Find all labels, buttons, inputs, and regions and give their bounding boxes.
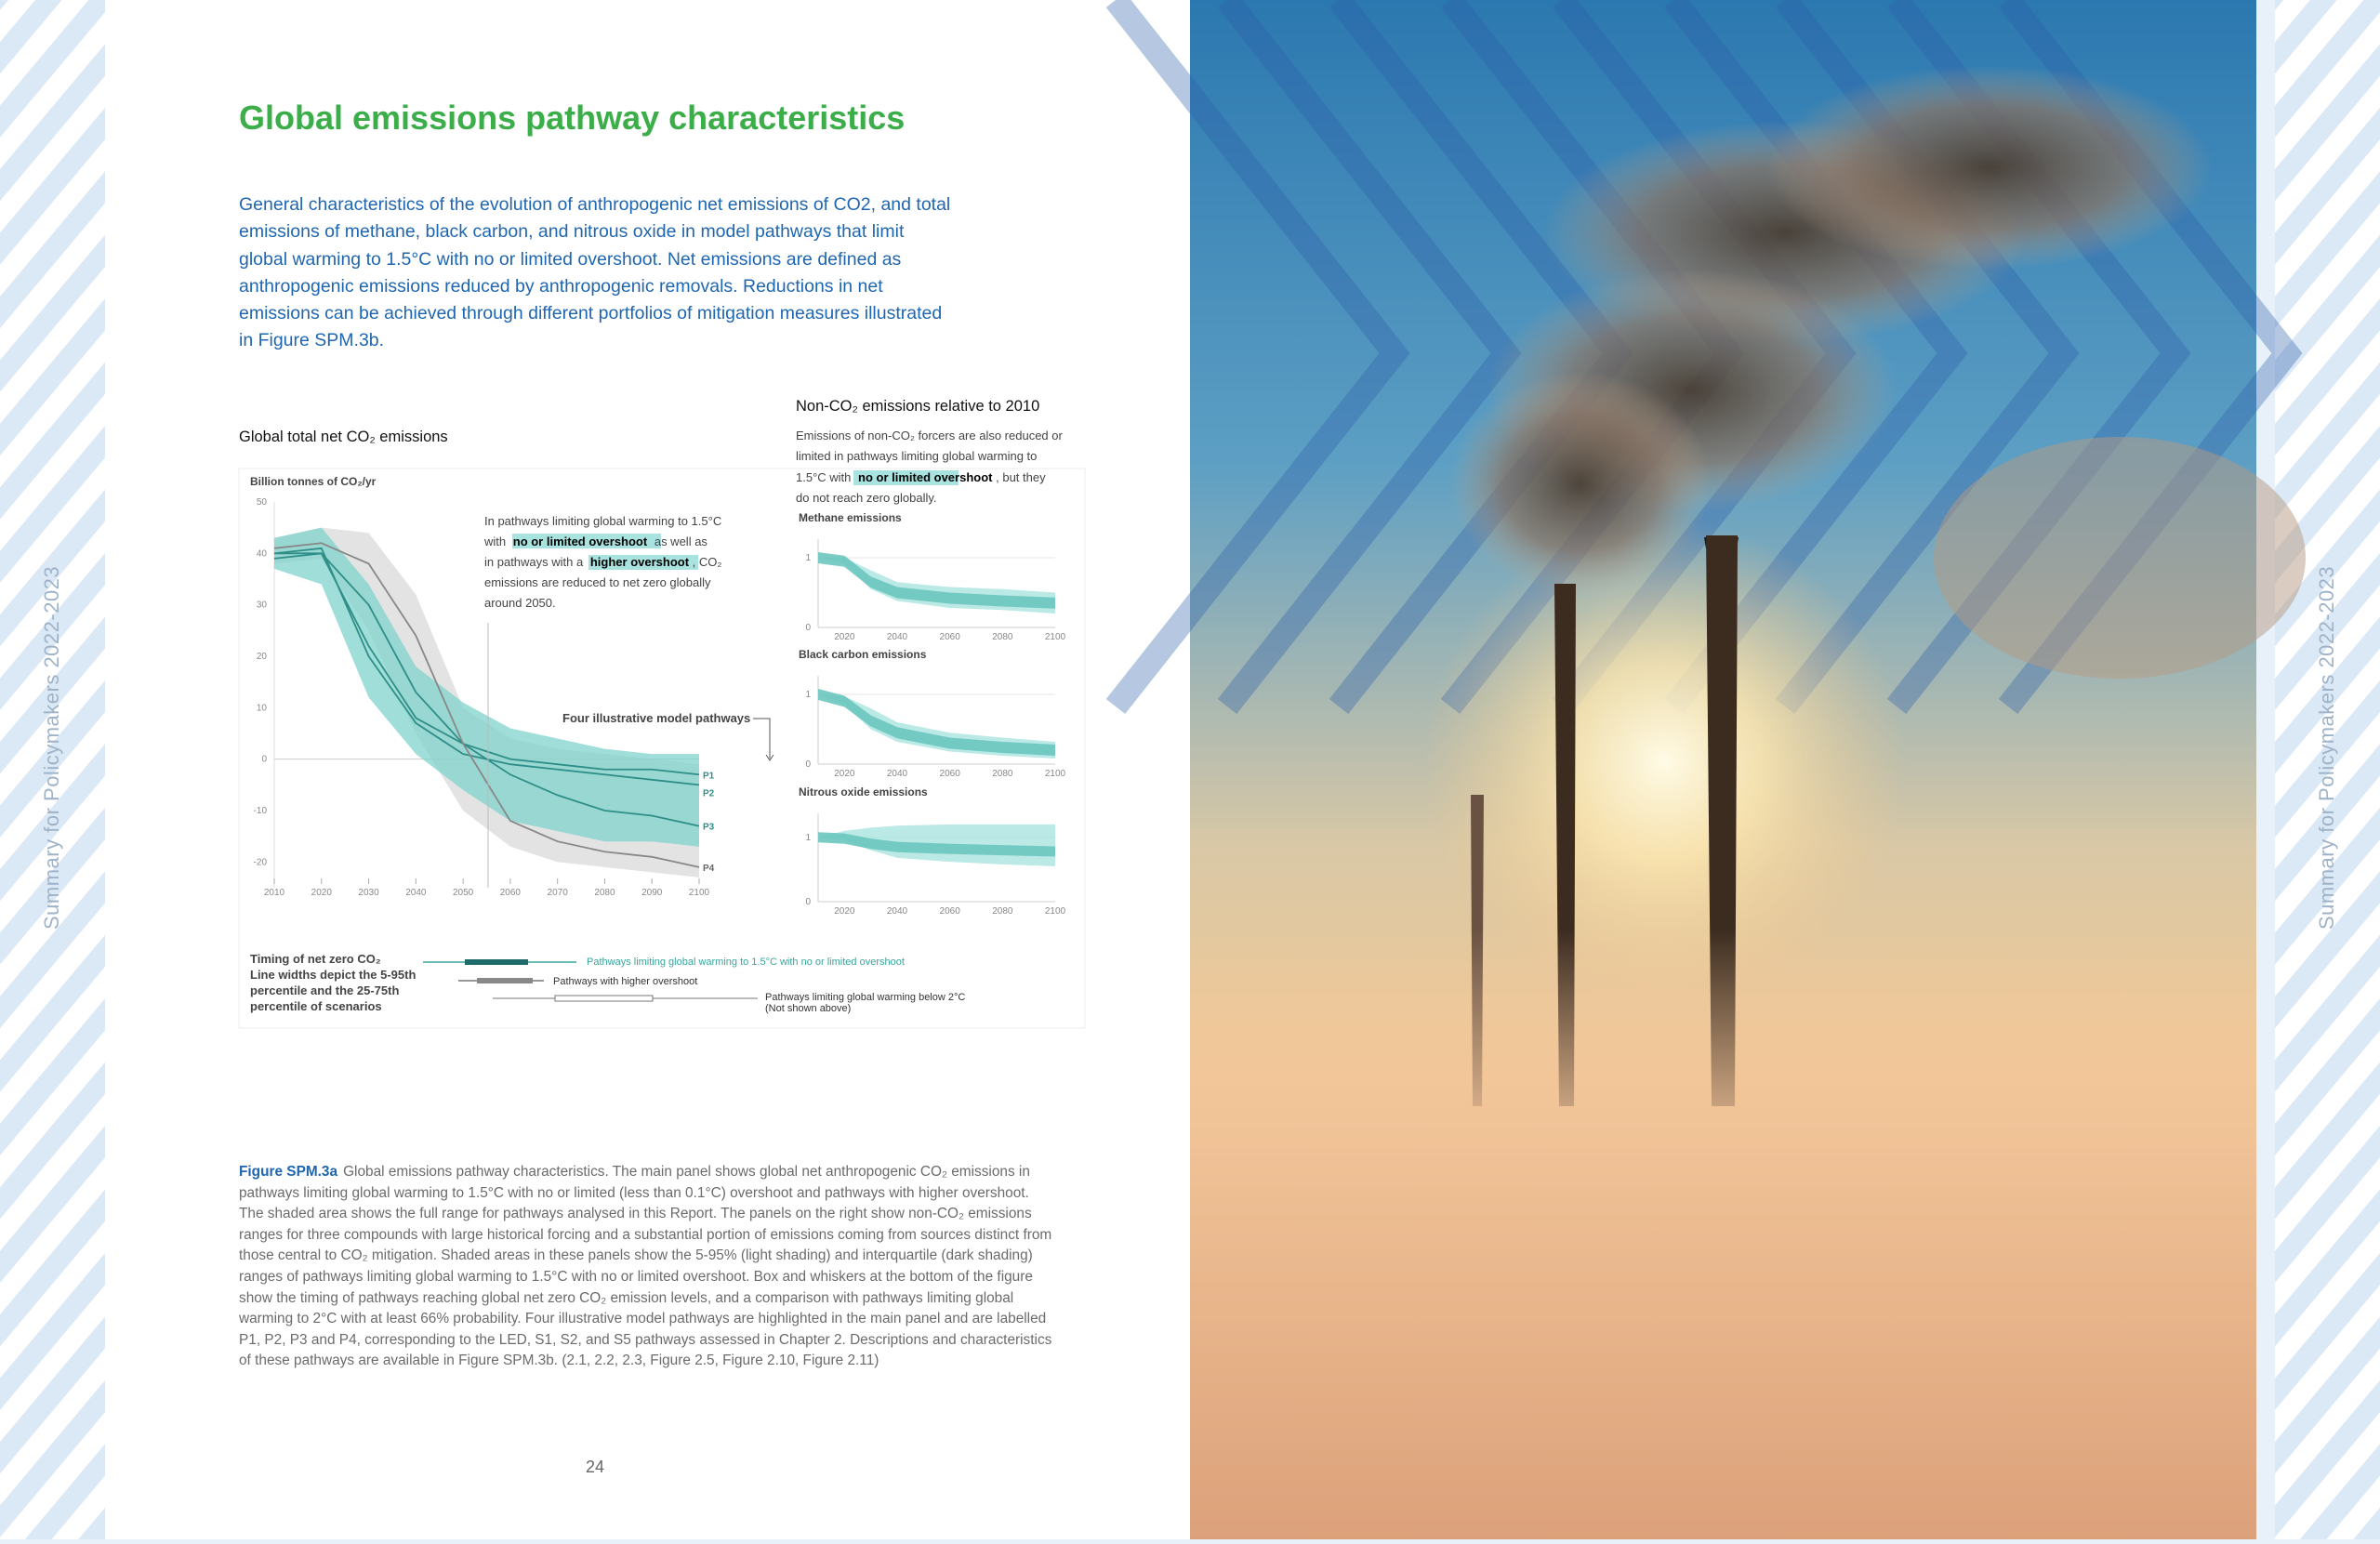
annotation-line-3a: in pathways with a: [484, 555, 584, 569]
annotation-line-1: In pathways limiting global warming to 1.5°C: [484, 514, 722, 528]
annotation-line-2a: with: [484, 534, 507, 548]
small-x-tick-label: 2060: [939, 906, 960, 917]
annotation-line-3c: , CO₂: [692, 555, 722, 569]
unit-label: Billion tonnes of CO₂/yr: [250, 475, 377, 488]
x-tick-label: 2090: [641, 888, 663, 898]
side-label-left: Summary for Policymakers 2022-2023: [40, 565, 63, 930]
annotation-line-5: around 2050.: [484, 596, 556, 610]
nonco2-note-3a: 1.5°C with: [796, 470, 852, 484]
legend-item-3a: Pathways limiting global warming below 2°C: [765, 992, 966, 1003]
small-y-tick-label: 0: [805, 897, 811, 907]
caption-label: Figure SPM.3a: [239, 1164, 338, 1180]
x-tick-label: 2100: [688, 888, 710, 898]
annotation-line-3b: higher overshoot: [589, 555, 690, 569]
annotation-line-2b: no or limited overshoot: [512, 534, 648, 548]
small-x-tick-label: 2100: [1044, 632, 1066, 642]
small-x-tick-label: 2040: [886, 906, 908, 917]
small-x-tick-label: 2080: [992, 632, 1013, 642]
x-tick-label: 2030: [358, 888, 379, 898]
legend-box-1: [465, 959, 528, 965]
annotation-line-2c: as well as: [654, 534, 707, 548]
small-y-tick-label: 0: [805, 759, 811, 770]
legend-item-3b: (Not shown above): [765, 1003, 852, 1014]
x-tick-label: 2040: [405, 888, 427, 898]
legend-item-1: Pathways limiting global warming to 1.5°C with no or limited overshoot: [587, 957, 905, 968]
y-tick-label: 10: [256, 703, 267, 714]
nonco2-note-3b: no or limited overshoot: [858, 470, 993, 484]
side-label-right: Summary for Policymakers 2022-2023: [2315, 565, 2338, 930]
x-tick-label: 2060: [499, 888, 522, 898]
small-x-tick-label: 2080: [992, 769, 1013, 779]
legend-box-2: [477, 978, 533, 983]
intro-paragraph: General characteristics of the evolution of anthropogenic net emissions of CO2, and total emissions of methane, black carbon, and nitrous oxide in model pathways that limit global warming to 1.5°C with no or limited overshoot. Net emissions are defined as anthropogenic emissions reduced by anthropogenic removals. Reductions in net emissions can be achieved through different portfolios of mitigation measures illustrated in Figure SPM.3b.: [239, 194, 951, 351]
x-tick-label: 2070: [547, 888, 568, 898]
smoke-plume-3: [1450, 372, 1711, 595]
nonco2-note-2: limited in pathways limiting global warming to: [796, 449, 1038, 463]
small-x-tick-label: 2100: [1044, 769, 1066, 779]
small-x-tick-label: 2040: [886, 769, 908, 779]
small-chart-title: Nitrous oxide emissions: [799, 785, 928, 798]
series-label-p1: P1: [703, 771, 715, 782]
main-chart-title: Global total net CO₂ emissions: [239, 429, 448, 445]
x-tick-label: 2010: [263, 888, 285, 898]
smoke-plume-5: [1934, 437, 2306, 679]
pathways-label: Four illustrative model pathways: [562, 711, 751, 725]
smoke-plume-4: [1766, 65, 2213, 270]
nonco2-note-3c: , but they: [996, 470, 1046, 484]
smokestack-photo: [1190, 0, 2256, 1539]
y-tick-label: 50: [256, 497, 267, 508]
small-chart-title: Methane emissions: [799, 511, 902, 524]
nonco2-title: Non-CO₂ emissions relative to 2010: [796, 398, 1040, 415]
figure-caption: [239, 1162, 1057, 1372]
nonco2-note-4: do not reach zero globally.: [796, 491, 937, 505]
y-tick-label: -20: [253, 857, 267, 868]
small-y-tick-label: 1: [805, 832, 811, 843]
legend-box-3: [555, 996, 653, 1001]
photo-illustration: [1190, 0, 2256, 1539]
small-x-tick-label: 2020: [834, 906, 855, 917]
small-x-tick-label: 2020: [834, 769, 855, 779]
small-x-tick-label: 2060: [939, 632, 960, 642]
y-tick-label: -10: [253, 806, 267, 816]
series-label-p4: P4: [703, 863, 715, 874]
series-label-p2: P2: [703, 788, 715, 799]
annotation-line-4: emissions are reduced to net zero globally: [484, 575, 711, 589]
legend-title: Timing of net zero CO₂: [250, 952, 381, 966]
small-y-tick-label: 1: [805, 553, 811, 563]
page-number: 24: [586, 1458, 605, 1476]
caption-text: Global emissions pathway characteristics. The main panel shows global net anthropogenic CO₂ emissions in pathways limiting global warming to 1.5°C with no or limited (less than 0.1°C) overshoot and pathways with higher overshoot. The shaded area shows the full range for pathways analysed in this Report. The panels on the right show non-CO₂ emissions ranges for three compounds with large historical forcing and a substantial portion of emissions coming from sources distinct from those central to CO₂ mitigation. Shaded areas in these panels show the 5-95% (light shading) and interquartile (dark shading) ranges of pathways limiting global warming to 1.5°C with no or limited overshoot. Box and whiskers at the bottom of the figure show the timing of pathways reaching global net zero CO₂ emission levels, and a comparison with pathways limiting global warming to 2°C with at least 66% probability. Four illustrative model pathways are highlighted in the main panel and are labelled P1, P2, P3 and P4, corresponding to the LED, S1, S2, and S5 pathways assessed in Chapter 2. Descriptions and characteristics of these pathways are available in Figure SPM.3b. (2.1, 2.2, 2.3, Figure 2.5, Figure 2.10, Figure 2.11): [239, 1164, 1052, 1369]
page-title: Global emissions pathway characteristics: [239, 99, 906, 137]
small-x-tick-label: 2080: [992, 906, 1013, 917]
small-y-tick-label: 0: [805, 623, 811, 633]
fog: [1190, 930, 2256, 1539]
y-tick-label: 0: [261, 754, 267, 765]
nonco2-note-1: Emissions of non-CO₂ forcers are also reduced or: [796, 429, 1063, 442]
small-x-tick-label: 2020: [834, 632, 855, 642]
legend-desc-3: percentile of scenarios: [250, 999, 382, 1013]
nonco2-note-3: [796, 470, 1046, 484]
small-x-tick-label: 2040: [886, 632, 908, 642]
y-tick-label: 30: [256, 600, 267, 611]
small-chart-title: Black carbon emissions: [799, 648, 927, 661]
series-label-p3: P3: [703, 822, 715, 833]
y-tick-label: 40: [256, 548, 267, 560]
small-x-tick-label: 2100: [1044, 906, 1066, 917]
x-tick-label: 2050: [452, 888, 474, 898]
legend-desc-1: Line widths depict the 5-95th: [250, 968, 416, 982]
x-tick-label: 2080: [594, 888, 615, 898]
legend-desc-2: percentile and the 25-75th: [250, 983, 400, 997]
y-tick-label: 20: [256, 652, 267, 662]
small-x-tick-label: 2060: [939, 769, 960, 779]
legend-item-2: Pathways with higher overshoot: [553, 976, 698, 987]
small-y-tick-label: 1: [805, 690, 811, 700]
x-tick-label: 2020: [311, 888, 332, 898]
